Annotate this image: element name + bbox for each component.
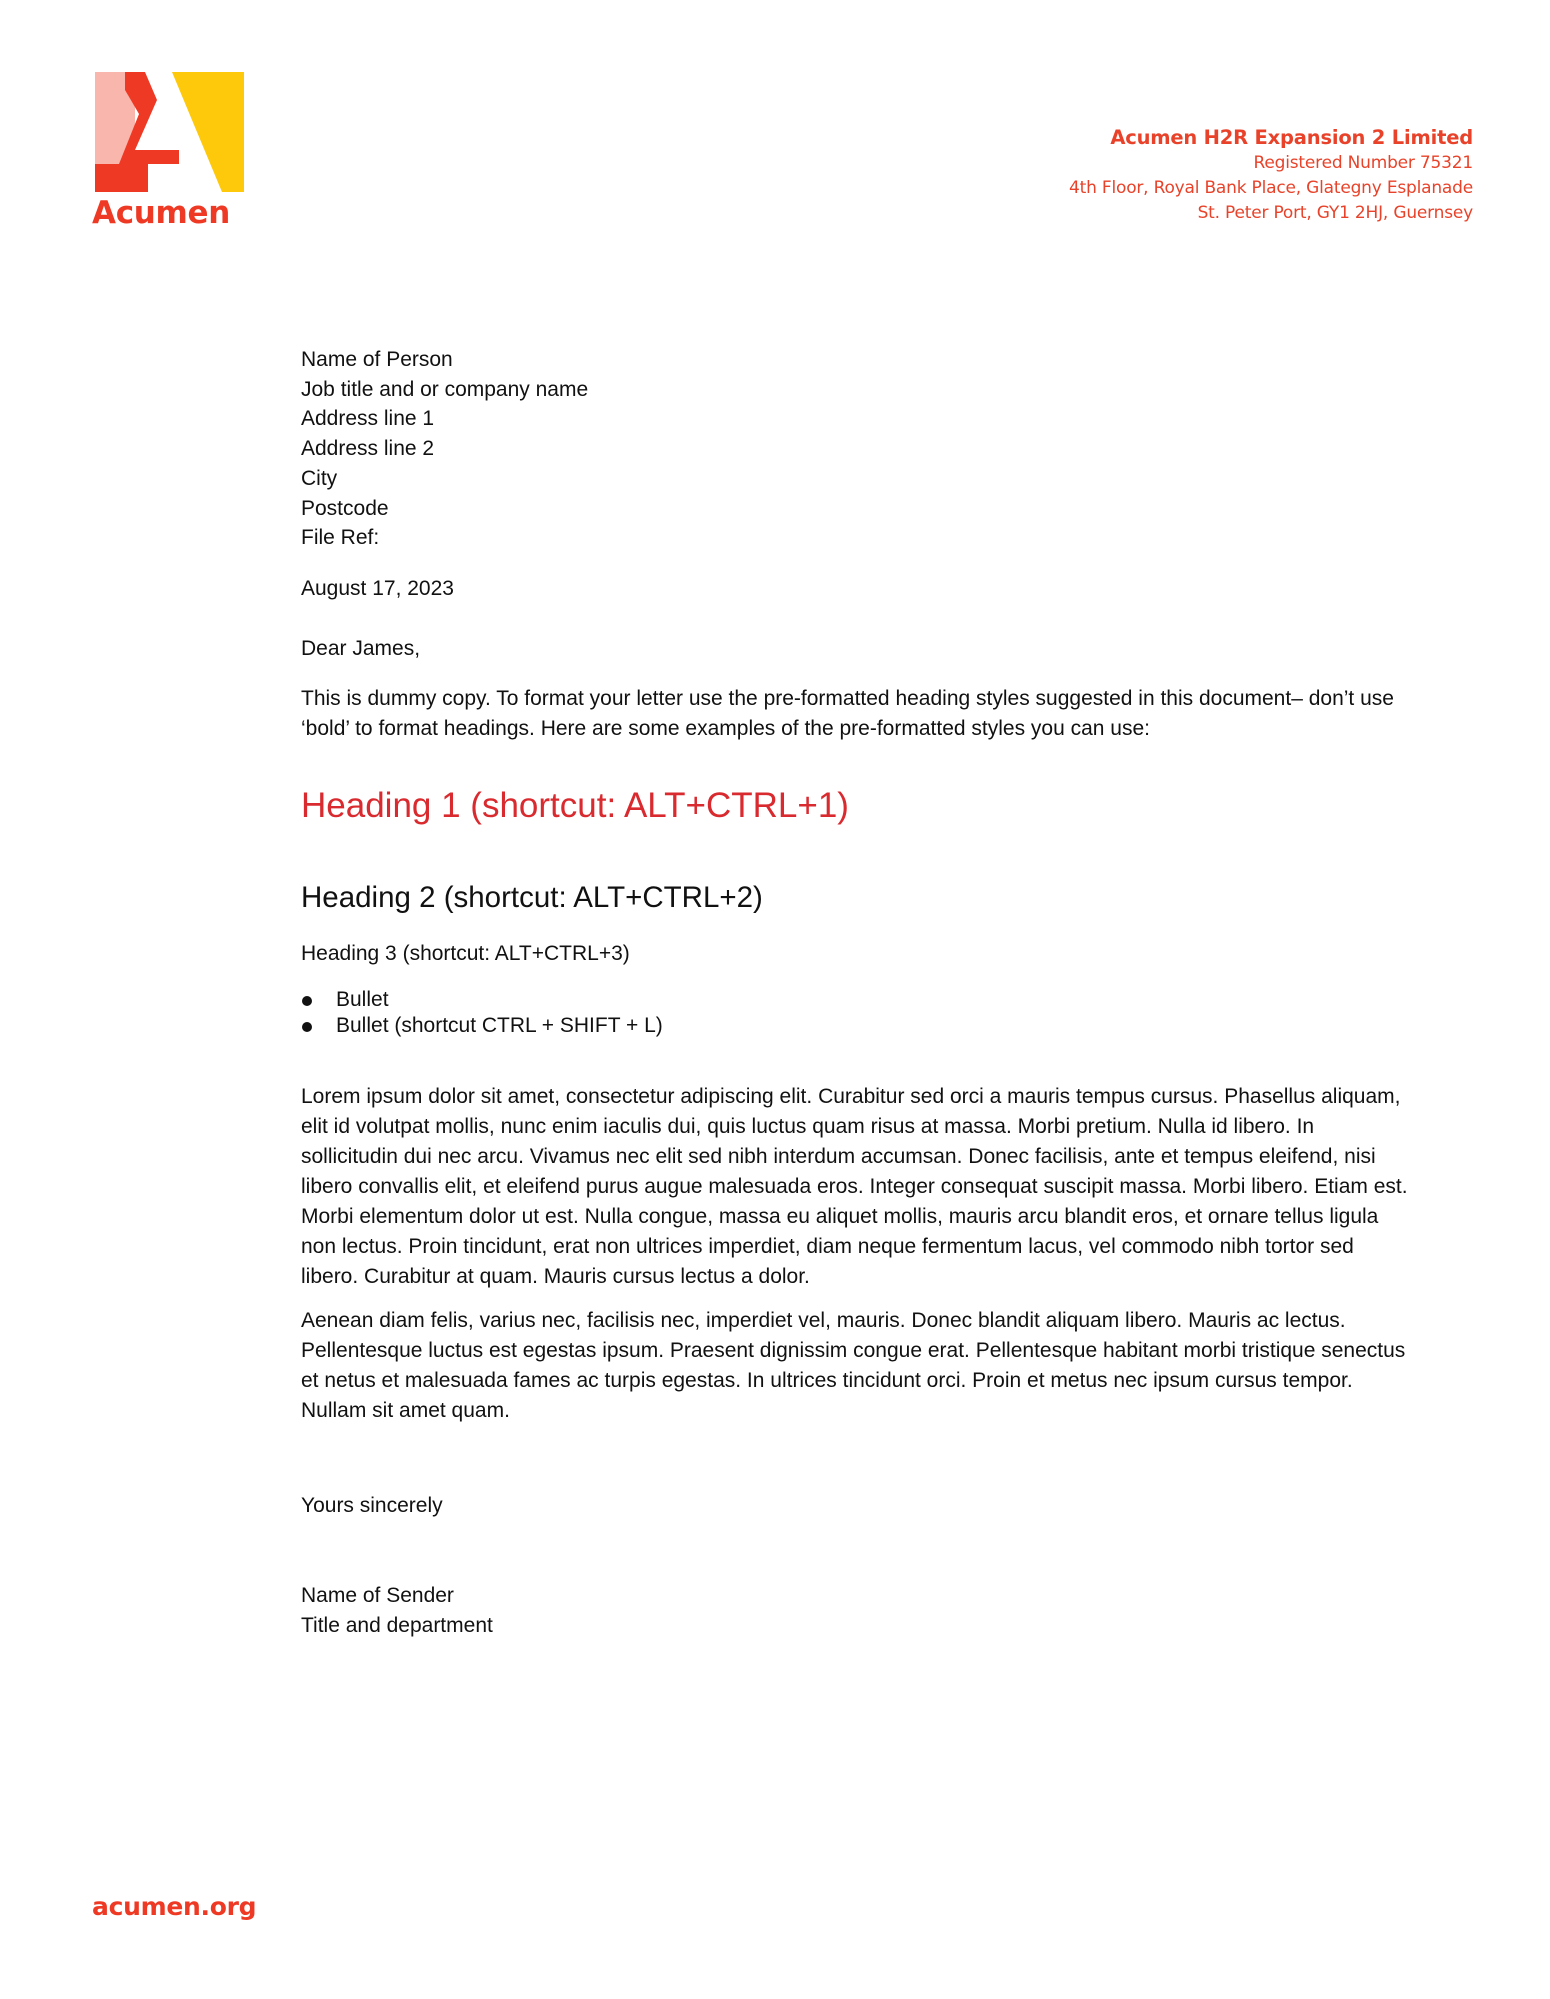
bullet-list bbox=[301, 987, 663, 1038]
recipient-city: City bbox=[301, 466, 338, 490]
company-header bbox=[1069, 125, 1473, 226]
body-paragraph-1: Lorem ipsum dolor sit amet, consectetur adipiscing elit. Curabitur sed orci a mauris tempus cursus. Phasellus aliquam, elit id volutpat mollis, nunc enim iaculis dui, quis luctus quam risus at massa. Morbi pretium. Nulla id libero. In sollicitudin dui nec arcu. Vivamus nec elit sed nibh interdum accumsan. Donec facilisis, ante et tempus eleifend, nisi libero convallis elit, et eleifend purus augue malesuada eros. Integer consequat suscipit massa. Morbi libero. Etiam est. Morbi elementum dolor ut est. Nulla congue, massa eu aliquet mollis, mauris arcu blandit eros, et ornare tellus ligula non lectus. Proin tincidunt, erat non ultrices imperdiet, diam neque fermentum lacus, vel commodo nibh tortor sed libero. Curabitur at quam. Mauris cursus lectus a dolor. bbox=[301, 1085, 1408, 1288]
heading-1: Heading 1 (shortcut: ALT+CTRL+1) bbox=[301, 786, 849, 825]
company-address-line-1: 4th Floor, Royal Bank Place, Glategny Esplanade bbox=[1069, 178, 1473, 198]
intro-paragraph: This is dummy copy. To format your letter use the pre-formatted heading styles suggested in this document– don’t use ‘bold’ to format headings. Here are some examples of the pre-formatted styles you can use: bbox=[301, 687, 1394, 740]
acumen-logo-icon bbox=[95, 72, 244, 192]
list-item bbox=[301, 1013, 663, 1039]
heading-2: Heading 2 (shortcut: ALT+CTRL+2) bbox=[301, 881, 763, 914]
recipient-job-title: Job title and or company name bbox=[301, 377, 589, 401]
footer-website-link[interactable]: acumen.org bbox=[92, 1892, 257, 1921]
bullet-icon bbox=[302, 996, 312, 1006]
file-ref: File Ref: bbox=[301, 526, 380, 550]
recipient-name: Name of Person bbox=[301, 348, 453, 371]
list-item-text: Bullet (shortcut CTRL + SHIFT + L) bbox=[336, 1013, 663, 1037]
sender-title: Title and department bbox=[301, 1613, 493, 1637]
sender-block bbox=[301, 1581, 493, 1640]
logo-wordmark: Acumen bbox=[92, 195, 231, 231]
recipient-address bbox=[301, 345, 588, 553]
recipient-postcode: Postcode bbox=[301, 496, 389, 520]
sender-name: Name of Sender bbox=[301, 1584, 454, 1607]
letter-date: August 17, 2023 bbox=[301, 577, 454, 600]
list-item-text: Bullet bbox=[336, 988, 389, 1011]
company-name: Acumen H2R Expansion 2 Limited bbox=[1110, 126, 1473, 149]
list-item bbox=[301, 987, 663, 1013]
company-address-line-2: St. Peter Port, GY1 2HJ, Guernsey bbox=[1197, 203, 1473, 223]
closing: Yours sincerely bbox=[301, 1494, 443, 1517]
recipient-address-line-2: Address line 2 bbox=[301, 437, 435, 461]
bullet-icon bbox=[302, 1022, 312, 1032]
company-registered-number: Registered Number 75321 bbox=[1253, 153, 1473, 173]
salutation: Dear James, bbox=[301, 637, 421, 660]
body-paragraph-2: Aenean diam felis, varius nec, facilisis nec, imperdiet vel, mauris. Donec blandit aliquam libero. Mauris ac lectus. Pellentesque luctus est egestas ipsum. Praesent dignissim congue erat. Pellentesque habitant morbi tristique senectus et netus et malesuada fames ac turpis egestas. In ultrices tincidunt orci. Proin et metus nec ipsum cursus tempor. Nullam sit amet quam. bbox=[301, 1309, 1406, 1422]
recipient-address-line-1: Address line 1 bbox=[301, 407, 435, 431]
heading-3: Heading 3 (shortcut: ALT+CTRL+3) bbox=[301, 942, 630, 965]
